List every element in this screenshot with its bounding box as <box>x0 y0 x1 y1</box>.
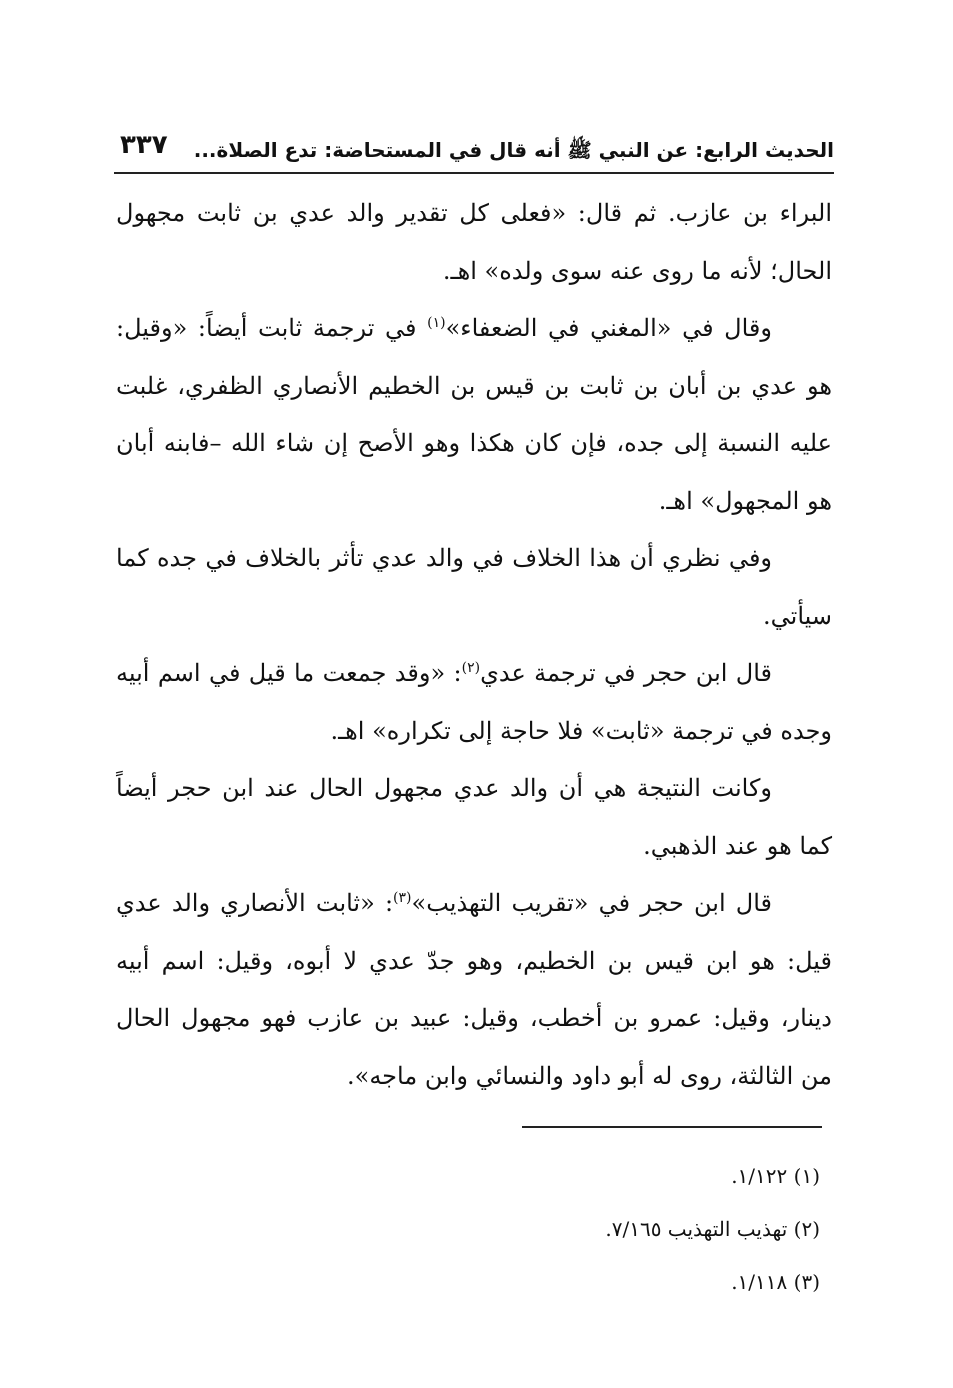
main-text <box>116 185 832 1105</box>
paragraph-2 <box>116 300 832 530</box>
running-title: الحديث الرابع: عن النبي ﷺ أنه قال في المستحاضة: تدع الصلاة... <box>193 138 834 162</box>
paragraph-5: وكانت النتيجة هي أن والد عدي مجهول الحال عند ابن حجر أيضاً كما هو عند الذهبي. <box>116 774 832 860</box>
paragraph-4 <box>116 645 832 760</box>
page-header <box>114 130 834 174</box>
footnote-ref-3: (٣) <box>393 890 412 906</box>
footnote-3: (٣) ١/١١٨. <box>731 1270 820 1294</box>
footnote-ref-2: (٢) <box>461 660 481 676</box>
footnotes <box>116 1150 826 1309</box>
paragraph-4-text-b: : «وقد جمعت ما قيل في اسم أبيه وجده في ترجمة «ثابت» فلا حاجة إلى تكراره» اهـ. <box>116 659 832 745</box>
paragraph-6-text-a: قال ابن حجر في «تقريب التهذيب» <box>411 889 772 917</box>
footnote-2: (٢) تهذيب التهذيب ٧/١٦٥. <box>605 1217 820 1241</box>
paragraph-2-text-b: في ترجمة ثابت أيضاً: «وقيل: هو عدي بن أبان بن ثابت بن قيس بن الخطيم الأنصاري الظفري، غلبت عليه النسبة إلى جده، فإن كان هكذا وهو الأصح إن شاء الله –فابنه أبان هو المجهول» اهـ. <box>116 314 832 515</box>
paragraph-6-text-b: : «ثابت الأنصاري والد عدي قيل: هو ابن قيس بن الخطيم، وهو جدّ عدي لا أبوه، وقيل: اسم أبيه دينار، وقيل: عمرو بن أخطب، وقيل: عبيد بن عازب فهو مجهول الحال من الثالثة، روى له أبو داود والنسائي وابن ماجه». <box>116 889 832 1090</box>
paragraph-3: وفي نظري أن هذا الخلاف في والد عدي تأثر بالخلاف في جده كما سيأتي. <box>116 544 832 630</box>
paragraph-6 <box>116 875 832 1105</box>
page-number: ٣٣٧ <box>120 130 168 160</box>
paragraph-2-text-a: وقال في «المغني في الضعفاء» <box>445 314 772 342</box>
footnote-ref-1: (١) <box>427 315 446 331</box>
paragraph-1: البراء بن عازب. ثم قال: «فعلى كل تقدير والد عدي بن ثابت مجهول الحال؛ لأنه ما روى عنه سوى ولده» اهـ. <box>116 199 832 285</box>
paragraph-4-text-a: قال ابن حجر في ترجمة عدي <box>480 659 773 687</box>
footnote-divider <box>522 1126 822 1128</box>
footnote-1: (١) ١/١٢٢. <box>731 1164 820 1188</box>
